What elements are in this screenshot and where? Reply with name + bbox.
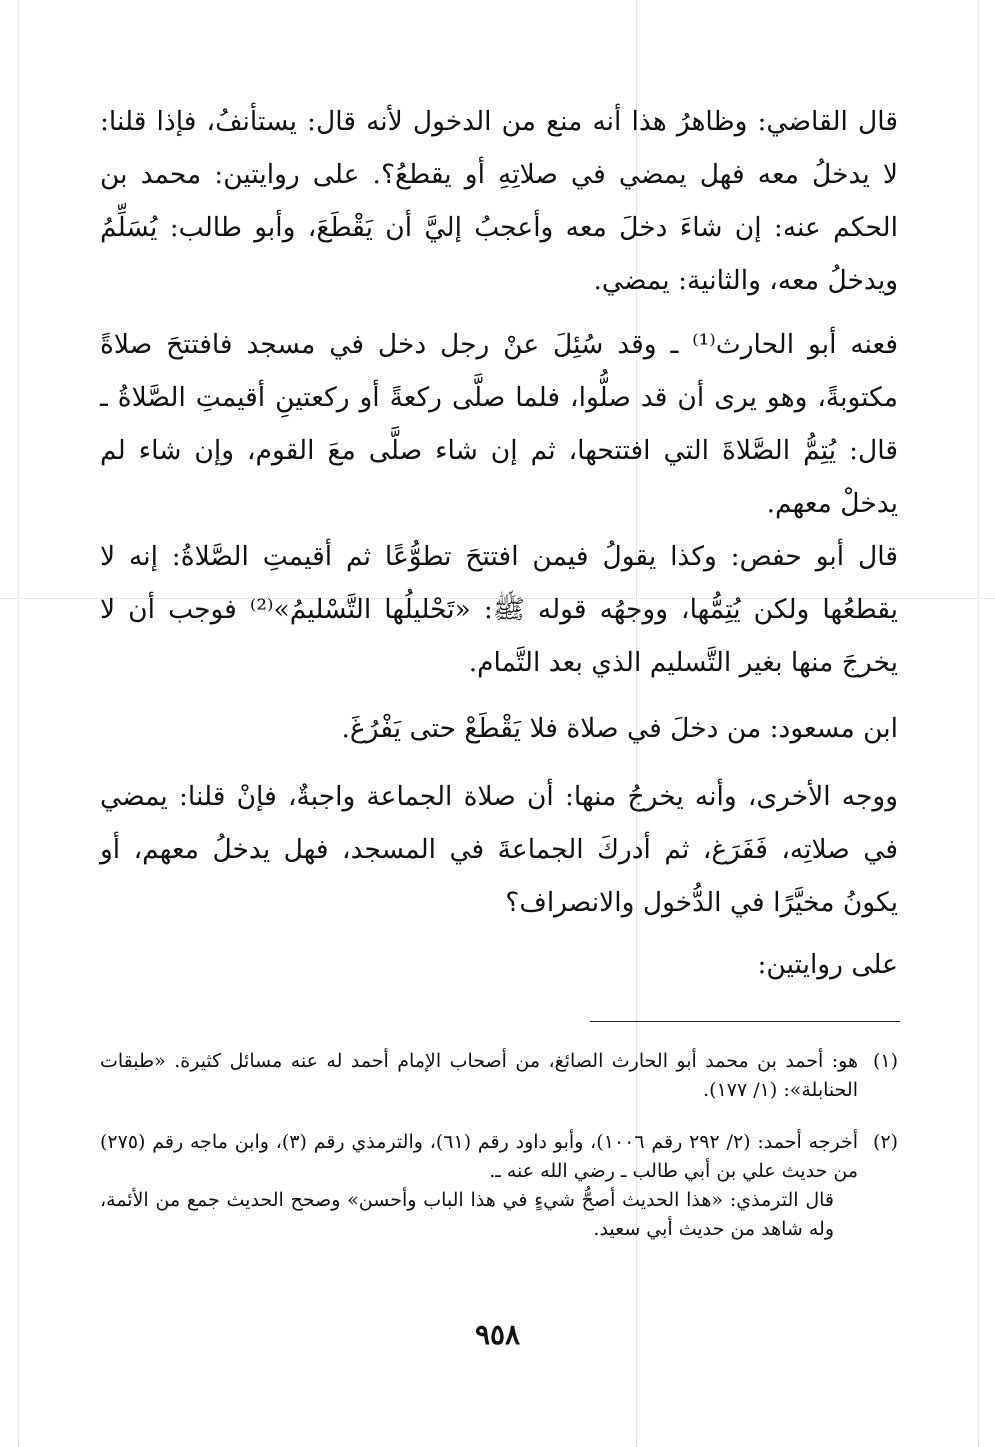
footnote-2 [100, 1128, 898, 1244]
paragraph-abu-hafs: قال أبو حفص: وكذا يقولُ فيمن افتتحَ تطوُّعًا ثم أقيمتِ الصَّلاةُ: إنه لا يقطعُها ولكن يُتِمُّها، ووجهُه قوله ﷺ: «تَحْليلُها التَّسْليمُ»⁽²⁾ فوجب أن لا يخرجَ منها بغير التَّسليم الذي بعد التَّمام. [100, 541, 898, 678]
paragraph-two-narrations: على روايتين: [757, 949, 898, 980]
footnote-text: هو: أحمد بن محمد أبو الحارث الصائغ، من أصحاب الإمام أحمد له عنه مسائل كثيرة. «طبقات الحنابلة»: (١/ ١٧٧). [100, 1050, 858, 1101]
footnote-number: (١) [872, 1050, 898, 1072]
scan-guide-right [978, 0, 979, 1447]
paragraph-second-view: ووجه الأخرى، وأنه يخرجُ منها: أن صلاة الجماعة واجبةٌ، فإنْ قلنا: يمضي في صلاتِه، فَفَرَغ، ثم أدركَ الجماعةَ في المسجد، فهل يدخلُ معهم، أو يكونُ مخيَّرًا في الدُّخول والانصراف؟ [100, 781, 898, 918]
footnote-separator [590, 1021, 900, 1022]
footnote-text: قال الترمذي: «هذا الحديث أصحُّ شيءٍ في هذا الباب وأحسن» وصحح الحديث جمع من الأئمة، وله شاهد من حديث أبي سعيد. [100, 1189, 834, 1240]
footnote-1 [100, 1047, 898, 1105]
paragraph-qadi: قال القاضي: وظاهرُ هذا أنه منع من الدخول لأنه قال: يستأنفُ، فإذا قلنا: لا يدخلُ معه فهل يمضي في صلاتِهِ أو يقطعُ؟. على روايتين: محمد بن الحكم عنه: إن شاءَ دخلَ معه وأعجبُ إليَّ أن يَقْطَعَ، وأبو طالب: يُسَلِّمُ ويدخلُ معه، والثانية: يمضي. [100, 106, 898, 296]
paragraph-ibn-masud: ابن مسعود: من دخلَ في صلاة فلا يَقْطَعْ حتى يَفْرُغَ. [341, 713, 898, 744]
page-number: ٩٥٨ [474, 1318, 521, 1351]
footnote-number: (٢) [872, 1131, 898, 1153]
scan-guide-left [18, 0, 19, 1447]
paragraph-abu-al-harith: فعنه أبو الحارث⁽¹⁾ ـ وقد سُئِلَ عنْ رجل دخل في مسجد فافتتحَ صلاةً مكتوبةً، وهو يرى أن قد صلُّوا، فلما صلَّى ركعةً أو ركعتينِ أقيمتِ الصَّلاةُ ـ قال: يُتِمُّ الصَّلاةَ التي افتتحها، ثم إن شاء صلَّى معَ القوم، وإن شاء لم يدخلْ معهم. [100, 329, 898, 519]
footnote-text: أخرجه أحمد: (٢/ ٢٩٢ رقم ١٠٠٦)، وأبو داود رقم (٦١)، والترمذي رقم (٣)، وابن ماجه رقم (٢٧٥) من حديث علي بن أبي طالب ـ رضي الله عنه ـ. [100, 1131, 859, 1182]
